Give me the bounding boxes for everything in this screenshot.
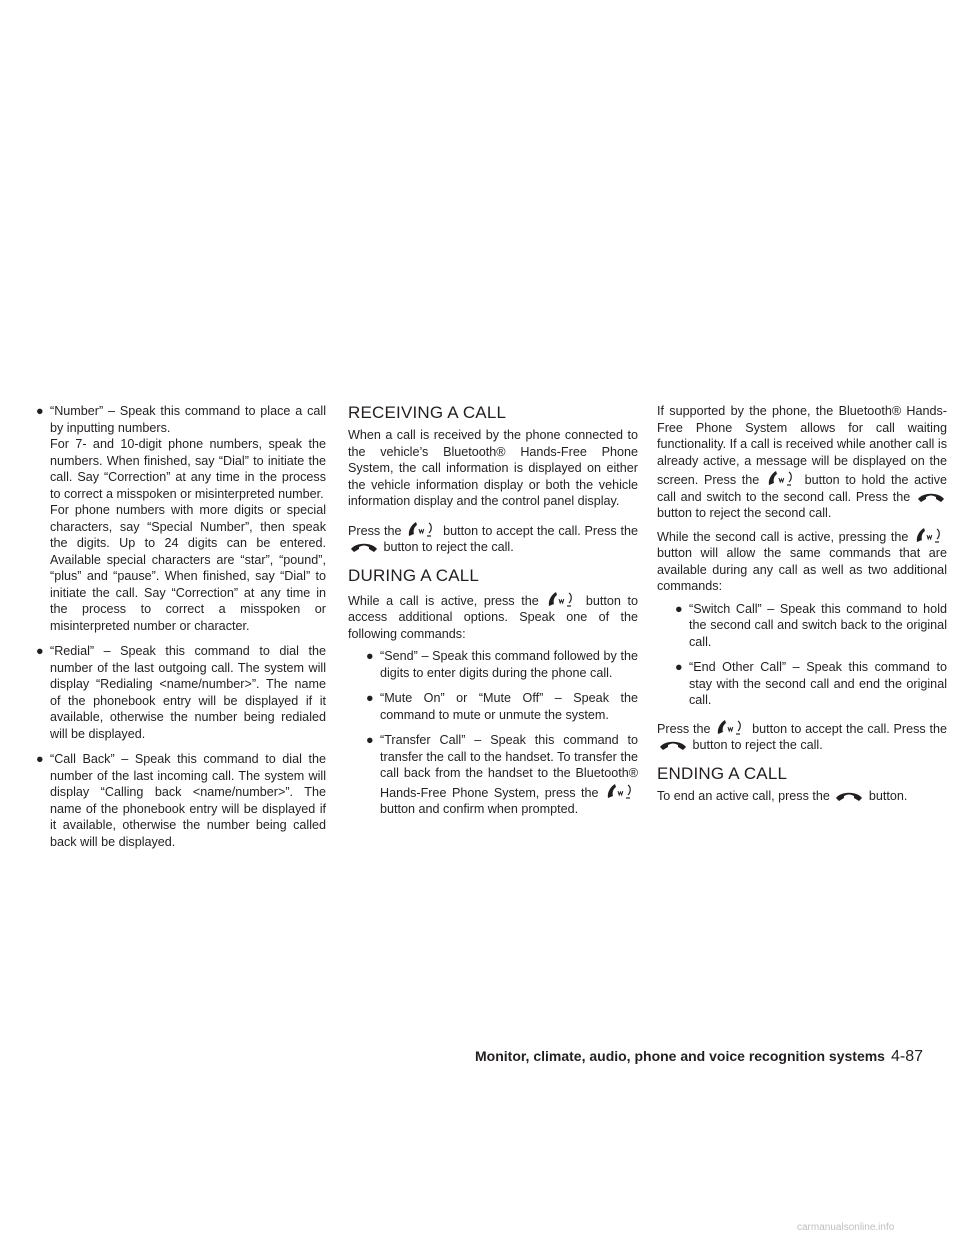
heading-ending-a-call: ENDING A CALL [657,763,788,783]
special-number-text: For phone numbers with more digits or special characters, say “Special Number”, then speak the digits. Up to 24 digits can be entered. Available special characters are “star”, “pound”, “plus” and “pause”. When finished, say “Dial” to initiate the call. Say “Correction” at any time in the process to correct a misspoken or misinterpreted number or character. [50,503,326,633]
column-middle [348,403,638,827]
redial-command: “Redial” – Speak this command to dial the number of the last outgoing call. The system will display “Redialing <name/number>”. The name of the phonebook entry will be displayed if it available, otherwise the number being redialed will be displayed. [50,644,326,741]
end-other-call-command: “End Other Call” – Speak this command to stay with the second call and end the original call. [689,660,947,707]
call-back-command: “Call Back” – Speak this command to dial the number of the last incoming call. The system will display “Calling back <name/number>”. The name of the phonebook entry will be displayed if it available, otherwise the number being called back will be displayed. [50,752,326,849]
waiting-accept-reject: Press the button to accept the call. Press the button to reject the call. [657,718,947,754]
bullet-dot: ● [675,660,683,674]
page-number: 4-87 [890,1048,923,1065]
bullet-dot: ● [366,733,374,747]
bullet-send [366,648,638,681]
receiving-paragraph: When a call is received by the phone connected to the vehicle’s Bluetooth® Hands-Free Phone System, the call information is displayed on either the vehicle information display or both the vehicle information display and the control panel display. [348,428,638,508]
phone-send-icon [546,590,578,608]
phone-end-icon [658,738,688,752]
phone-end-icon [349,540,379,554]
bullet-switch-call [675,601,947,651]
phone-send-icon [715,718,747,736]
bullet-number [36,403,326,634]
bullet-transfer [366,732,638,818]
phone-send-icon [766,469,798,487]
bullet-dot: ● [366,691,374,705]
bullet-dot: ● [36,404,44,418]
footer-section-title: Monitor, climate, audio, phone and voice recognition systems [475,1048,885,1064]
bullet-end-other-call [675,659,947,709]
call-waiting-paragraph: If supported by the phone, the Bluetooth® Hands-Free Phone System allows for call waiting functionality. If a call is received while another call is already active, a message will be displayed on the screen. Press the button to hold the active call and switch to the second call. Press the button to reject the second call. [657,404,948,520]
bullet-call-back [36,751,326,850]
transfer-command: “Transfer Call” – Speak this command to transfer the call to the handset. To transfer the call back from the handset to the Bluetooth® Hands-Free Phone System, press the button and confirm when prompted. [380,733,638,816]
switch-call-command: “Switch Call” – Speak this command to hold the second call and switch back to the original call. [689,601,947,649]
bullet-dot: ● [36,644,44,658]
number-digits-text: For 7- and 10-digit phone numbers, speak the numbers. When finished, say “Dial” to initiate the call. Say “Correction” at any time in the process to correct a misspoken or misinterpreted number. [50,437,326,501]
phone-end-icon [834,789,864,803]
send-command: “Send” – Speak this command followed by the digits to enter digits during the phone call. [380,649,638,680]
number-command: “Number” – Speak this command to place a call by inputting numbers. [50,404,326,435]
bullet-mute [366,690,638,723]
phone-send-icon [914,526,946,544]
column-right [657,403,947,804]
heading-during-a-call: DURING A CALL [348,565,480,585]
ending-paragraph: To end an active call, press the button. [657,788,908,803]
heading-receiving-a-call: RECEIVING A CALL [348,403,507,422]
phone-send-icon [406,520,438,538]
bullet-redial [36,643,326,742]
bullet-dot: ● [36,752,44,766]
receiving-accept-reject: Press the button to accept the call. Press the button to reject the call. [348,520,638,556]
page-footer [475,1048,923,1066]
phone-send-icon [605,782,637,800]
phone-end-icon [916,490,946,504]
during-paragraph: While a call is active, press the button to access additional options. Speak one of the following commands: [348,590,638,643]
watermark: carmanualsonline.info [797,1222,895,1233]
mute-command: “Mute On” or “Mute Off” – Speak the command to mute or unmute the system. [380,691,638,722]
bullet-dot: ● [366,649,374,663]
bullet-dot: ● [675,601,683,616]
column-left [36,403,326,859]
second-call-paragraph: While the second call is active, pressing the button will allow the same commands that are available during any call as well as two additional commands: [657,526,947,595]
